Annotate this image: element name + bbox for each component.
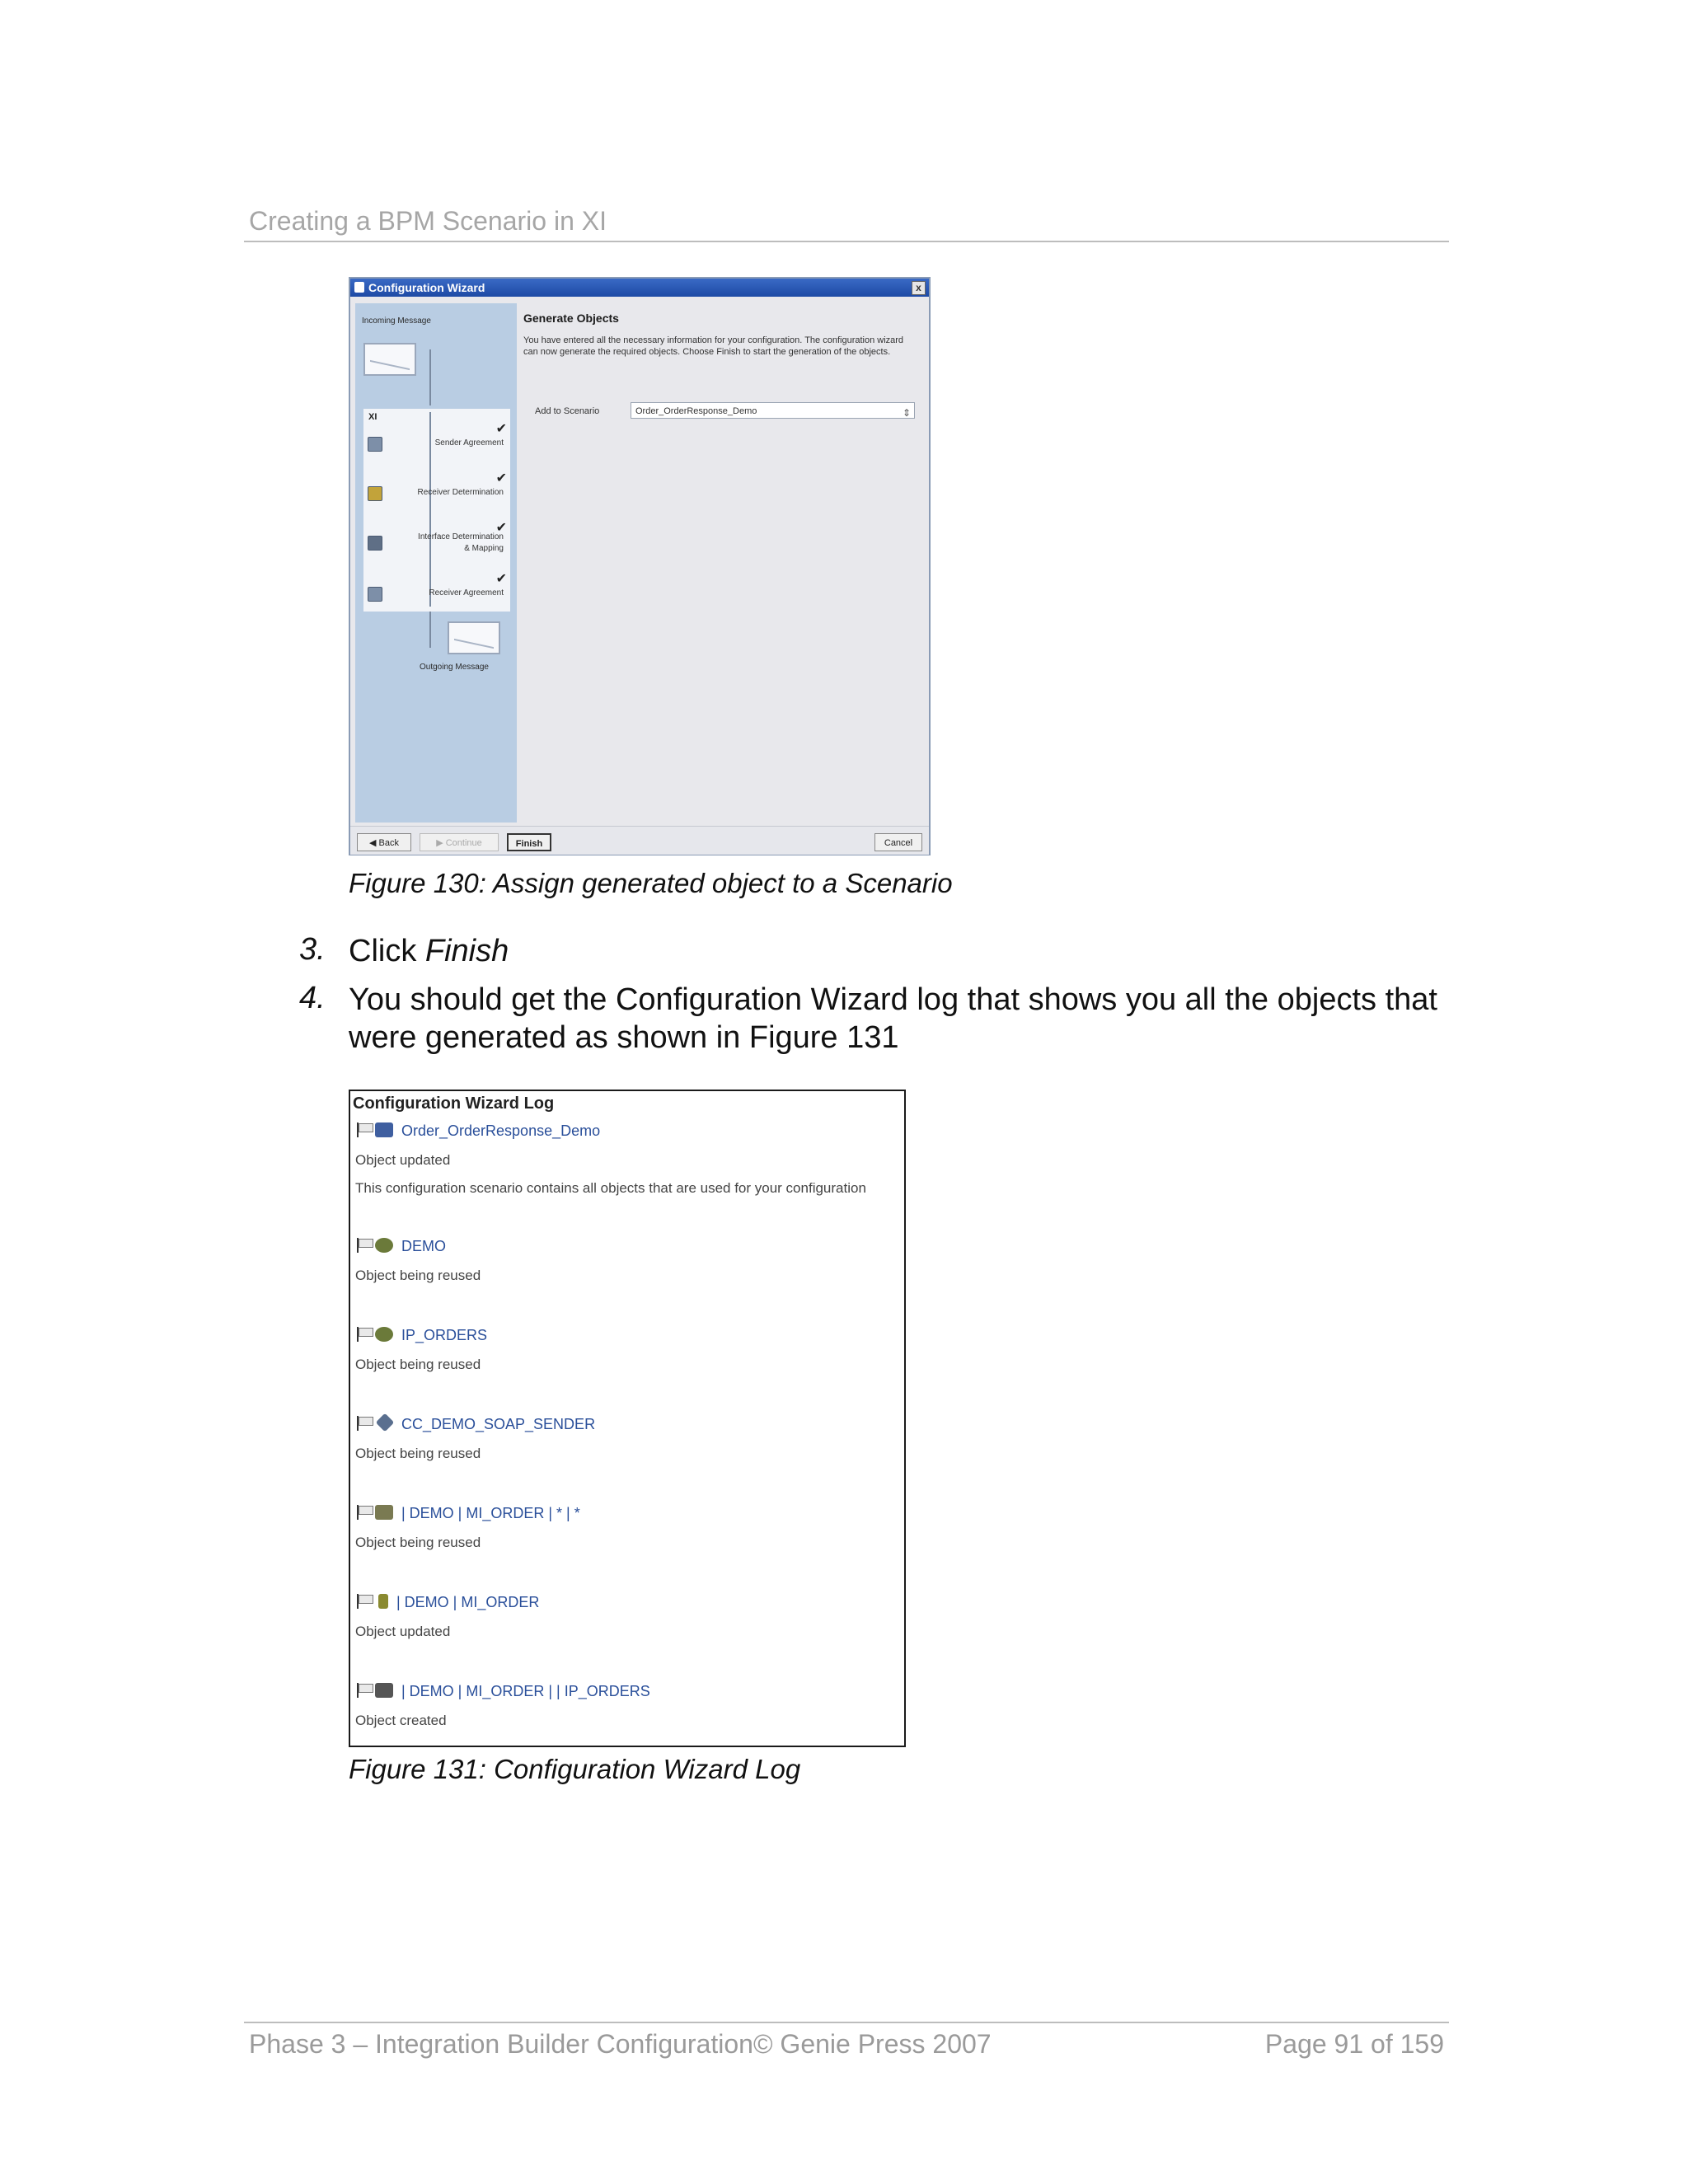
list-item-4: You should get the Configuration Wizard log that shows you all the objects that were generated as shown in Figure 131	[349, 982, 1437, 1055]
back-button[interactable]: ◀ Back	[357, 833, 411, 851]
sender-agreement-label: Sender Agreement	[434, 438, 504, 448]
wizard-titlebar	[350, 279, 929, 297]
page-number: Page 91 of 159	[1264, 2029, 1444, 2059]
app-icon	[354, 282, 364, 293]
log-entry-status: Object being reused	[355, 1535, 481, 1550]
party-icon	[375, 1238, 393, 1253]
figure-130-caption: Figure 130: Assign generated object to a Scenario	[349, 868, 953, 898]
receiver-determination-icon	[378, 1594, 388, 1609]
list-item-3-emphasis: Finish	[424, 934, 509, 968]
check-icon: ✔	[495, 521, 507, 535]
cancel-button[interactable]: Cancel	[874, 833, 922, 851]
log-entry-link[interactable]: Order_OrderResponse_Demo	[401, 1122, 601, 1139]
wizard-window-title: Configuration Wizard	[368, 281, 485, 294]
flag-icon	[357, 1238, 373, 1251]
log-entry-status: Object being reused	[355, 1357, 481, 1372]
communication-channel-icon	[376, 1413, 395, 1432]
receiver-agreement-icon	[368, 587, 382, 602]
log-entry-status: Object created	[355, 1713, 447, 1728]
log-entry-link[interactable]: | DEMO | MI_ORDER | | IP_ORDERS	[401, 1683, 650, 1699]
outgoing-envelope-icon	[448, 621, 500, 654]
step-sender-agreement	[363, 422, 510, 457]
incoming-message-label: Incoming Message	[362, 316, 431, 326]
flag-icon	[357, 1327, 373, 1340]
flow-line	[429, 612, 431, 648]
check-icon: ✔	[495, 422, 507, 436]
flag-icon	[357, 1594, 373, 1607]
step-interface-determination	[363, 521, 510, 564]
panel-description: You have entered all the necessary information for your configuration. The configuration wizard can now generate the required objects. Choose Finish to start the generation of the objects.	[523, 335, 904, 357]
step-receiver-agreement	[363, 572, 510, 607]
configuration-wizard-log	[349, 1090, 906, 1747]
add-to-scenario-select[interactable]	[631, 402, 915, 419]
xi-steps-box	[363, 409, 510, 612]
finish-button[interactable]: Finish	[507, 833, 551, 851]
panel-title: Generate Objects	[523, 312, 619, 325]
receiver-determination-icon	[368, 486, 382, 501]
step-receiver-determination	[363, 471, 510, 506]
add-to-scenario-value: Order_OrderResponse_Demo	[635, 406, 757, 416]
log-entry-status: Object updated	[355, 1152, 451, 1168]
xi-label: XI	[368, 412, 377, 422]
footer-left-text: Phase 3 – Integration Builder Configuration© Genie Press 2007	[249, 2029, 992, 2059]
scenario-icon	[375, 1122, 393, 1137]
interface-mapping-label: & Mapping	[464, 544, 504, 553]
list-number-4: 4.	[299, 981, 326, 1015]
sender-agreement-icon	[368, 437, 382, 452]
sender-agreement-icon	[375, 1505, 393, 1520]
log-entry-status: Object being reused	[355, 1268, 481, 1283]
log-entry-status: Object being reused	[355, 1446, 481, 1461]
list-item-3-text: Click	[349, 934, 425, 968]
incoming-envelope-icon	[363, 343, 416, 376]
log-entry-link[interactable]: | DEMO | MI_ORDER | * | *	[401, 1505, 580, 1521]
receiver-determination-label: Receiver Determination	[417, 488, 504, 497]
continue-button[interactable]: ▶ Continue	[420, 833, 499, 851]
list-number-3: 3.	[299, 932, 326, 967]
log-entry-link[interactable]: IP_ORDERS	[401, 1327, 488, 1343]
flow-line	[429, 349, 431, 405]
log-entry-note: This configuration scenario contains all objects that are used for your configuration	[355, 1180, 866, 1196]
interface-determination-label: Interface Determination	[418, 532, 504, 541]
check-icon: ✔	[495, 471, 507, 485]
configuration-wizard-window	[349, 277, 931, 855]
flag-icon	[357, 1505, 373, 1518]
log-entry-link[interactable]: DEMO	[401, 1238, 446, 1254]
check-icon: ✔	[495, 572, 507, 586]
interface-determination-icon	[375, 1683, 393, 1698]
log-entry-link[interactable]: CC_DEMO_SOAP_SENDER	[401, 1416, 596, 1432]
running-header-title: Creating a BPM Scenario in XI	[249, 206, 607, 236]
wizard-content-panel	[523, 303, 924, 823]
receiver-agreement-label: Receiver Agreement	[429, 588, 504, 598]
add-to-scenario-label: Add to Scenario	[535, 406, 600, 416]
service-icon	[375, 1327, 393, 1342]
wizard-steps-panel	[355, 303, 517, 823]
flag-icon	[357, 1683, 373, 1696]
dropdown-icon[interactable]: ⇕	[902, 407, 911, 419]
list-item-3	[349, 932, 509, 970]
log-entry-status: Object updated	[355, 1624, 451, 1639]
flag-icon	[357, 1416, 373, 1429]
log-title: Configuration Wizard Log	[353, 1094, 555, 1113]
header-rule	[244, 241, 1449, 242]
interface-determination-icon	[368, 536, 382, 551]
flag-icon	[357, 1122, 373, 1136]
wizard-button-bar	[350, 826, 929, 855]
close-icon[interactable]: x	[912, 281, 926, 295]
figure-131-caption: Figure 131: Configuration Wizard Log	[349, 1754, 801, 1784]
footer-rule	[244, 2022, 1449, 2023]
outgoing-message-label: Outgoing Message	[420, 663, 489, 672]
log-entry-link[interactable]: | DEMO | MI_ORDER	[396, 1594, 540, 1610]
